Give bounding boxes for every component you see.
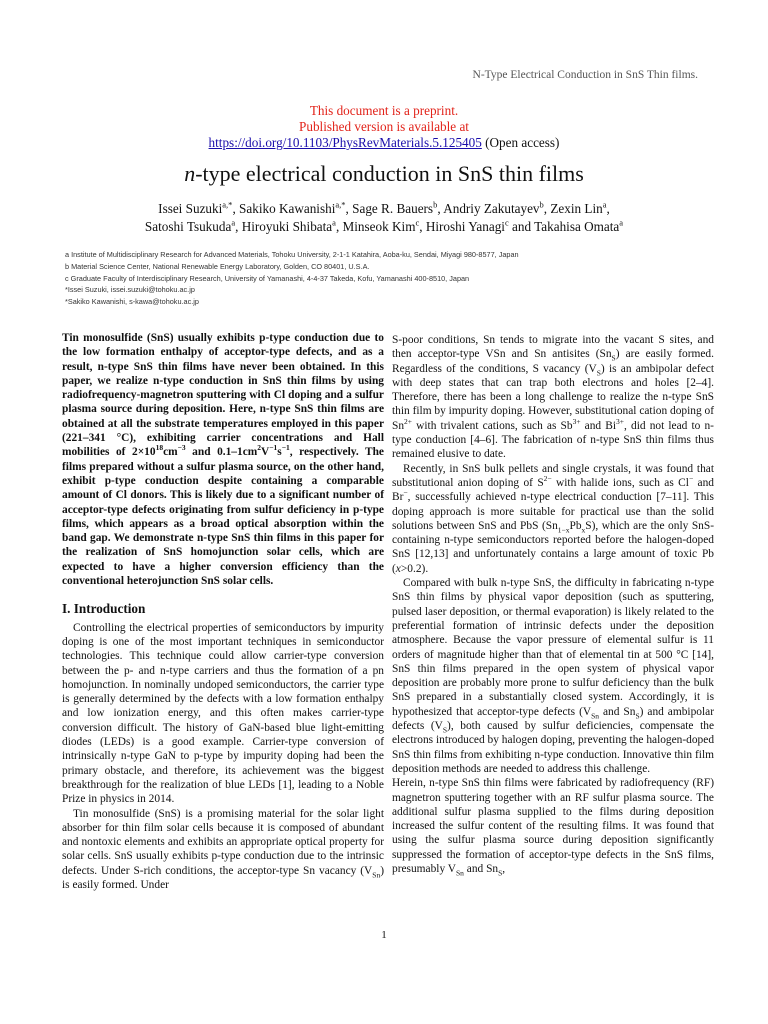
intro-paragraph-1: Controlling the electrical properties of semiconductors by impurity doping is one of the most important techniques in semiconductor technologies. This technique could allow carrier-type conversion between the p- and n-type carriers and thus the formation of a pn homojunction. In nominally undoped semiconductors, the carrier type is generally determined by the defects with a low formation enthalpy and low ionization energy, and this often makes carrier-type conversion difficult. The history of GaN-based blue light-emitting diodes (LEDs) is a good example. Carrier-type conversion of intrinsically n-type GaN to p-type by impurity doping had been the primary obstacle, and therefore, its achievement was the biggest breakthrough for the realization of blue LEDs [1], leading to a Noble Prize in physics in 2014. (62, 621, 384, 806)
affiliations (65, 249, 725, 308)
doi-link[interactable]: https://doi.org/10.1103/PhysRevMaterials.5.125405 (208, 135, 482, 150)
section-heading-introduction: I. Introduction (62, 601, 146, 617)
right-column (392, 333, 714, 876)
affiliation-c: c Graduate Faculty of Interdisciplinary Research, University of Yamanashi, 4-4-37 Takeda, Kofu, Yamanashi 400-8510, Japan (65, 273, 470, 283)
author: Issei Suzuki$^{a,*}$ (158, 199, 233, 216)
affiliation-a: a Institute of Multidisciplinary Research for Advanced Materials, Tohoku University, 2-1-1 Katahira, Aoba-ku, Sendai, Miyagi 980-8577, Japan (65, 250, 519, 259)
title-rest: -type electrical conduction in SnS thin films (195, 161, 584, 186)
author: Hiroyuki Shibata$^a$ (241, 217, 336, 234)
body-paragraph-1: S-poor conditions, Sn tends to migrate into the vacant S sites, and then acceptor-type VSn and Sn antisites $(Sn_S)$ are easily formed. Regardless of the conditions, S vacancy $(V_S)$ is an ambipolar defect with deep states that can trap both electrons and holes [2–4]. Therefore, there has been a long challenge to realize the n-type SnS thin film by impurity doping. However, substitutional cation doping of $Sn^{2+}$ with trivalent cations, such as $Sb^{3+}$ and $Bi^{3+}$, did not lead to n-type conduction [4–6]. The fabrication of n-type SnS thin films thus remained elusive to date. (392, 334, 714, 461)
paper-title (0, 160, 768, 188)
preprint-notice (0, 103, 768, 151)
preprint-line-2: Published version is available at (299, 119, 469, 134)
body-paragraph-4: Herein, n-type SnS thin films were fabricated by radiofrequency (RF) magnetron sputtering together with an RF sulfur plasma source. The additional sulfur plasma supplied to the films during deposition increased the sulfur content of the resulting films. It was found that using the sulfur plasma source during deposition significantly suppressed the formation of acceptor-type defects in the SnS films, presumably $V_{Sn}$ and $Sn_S$, (392, 777, 714, 878)
open-access-label: (Open access) (485, 135, 560, 150)
left-column (62, 331, 384, 892)
corresponding-author-1: *Issei Suzuki, issei.suzuki@tohoku.ac.jp (65, 285, 195, 295)
page-number: 1 (381, 929, 387, 941)
abstract: Tin monosulfide (SnS) usually exhibits p-type conduction due to the low formation enthalpy of acceptor-type defects, and as a result, n-type SnS thin films have never been obtained. In this paper, we realize n-type conduction in SnS thin films by using radiofrequency-magnetron sputtering with Cl doping and a sulfur plasma source during deposition. Here, n-type SnS thin films are obtained at all the substrate temperatures employed in this paper (221–341 °C), exhibiting carrier concentrations and Hall mobilities of $2\times 10^{18}cm^{-3}$ and $0.1-1cm^2V^{-1}s^{-1}$, respectively. The films prepared without a sulfur plasma source, on the other hand, exhibit p-type conduction despite containing a comparable amount of Cl donors. This is likely due to a significant number of acceptor-type defects originating from sulfur deficiency in p-type films, which appears as a broad optical absorption within the band gap. We demonstrate n-type SnS thin films in this paper for the realization of SnS homojunction solar cells, which are expected to have a higher conversion efficiency than the conventional heterojunction SnS solar cells. (62, 332, 384, 588)
body-paragraph-3: Compared with bulk n-type SnS, the difficulty in fabricating n-type SnS thin films by physical vapor deposition (such as sputtering, pulsed laser deposition, or thermal evaporation) is likely related to the preferential formation of intrinsic defects under the deposition atmosphere. Because the vapor pressure of elemental sulfur is 11 orders of magnitude higher than that of elemental tin at 500 °C [14], SnS thin films prepared in the open system of physical vapor deposition are probably more prone to sulfur deficiency than the bulk SnS prepared in a substantially closed system. Accordingly, it is hypothesized that acceptor-type defects ($V_{Sn}$ and $Sn_S$) and ambipolar defects $(V_S)$, both caused by sulfur deficiencies, compensate the electrons introduced by halogen doping, preventing the halogen-doped SnS thin films from exhibiting n-type conduction. Innovative thin film deposition methods are needed to address this challenge. (392, 577, 715, 775)
body-paragraph-2: Recently, in SnS bulk pellets and single crystals, it was found that substitutional anion doping of $S^{2-}$ with halide ions, such as Cl− and Br−, successfully achieved n-type electrical conduction [7–11]. This doping approach is more suitable for practical use than the solid solutions between SnS and PbS $(Sn_{1-x}Pb_xS)$, which are the only SnS-containing n-type semiconductors reported before the halogen-doped SnS [12,13] and unfortunately contains a large amount of toxic Pb (x>0.2). (392, 462, 714, 575)
preprint-line-1: This document is a preprint. (309, 103, 459, 118)
running-head: N-Type Electrical Conduction in SnS Thin films. (472, 69, 698, 81)
author: Sakiko Kawanishi$^{a,*}$ (239, 199, 346, 216)
title-italic-n: n (184, 161, 196, 186)
author: Andriy Zakutayev$^b$ (443, 199, 544, 216)
affiliation-b: b Material Science Center, National Renewable Energy Laboratory, Golden, CO 80401, U.S.A. (65, 261, 370, 271)
author: Sage R. Bauers$^b$ (352, 199, 438, 216)
authors-and: and (512, 219, 532, 234)
intro-paragraph-2: Tin monosulfide (SnS) is a promising material for the solar light absorber for thin film solar cells because it is composed of abundant and nontoxic elements and exhibits an appropriate optical property for solar cells. SnS usually exhibits p-type conduction due to the intrinsic defects. Under S-rich conditions, the acceptor-type Sn vacancy $(V_{Sn})$ is easily formed. Under (62, 807, 384, 891)
author: Zexin Lin$^a$ (550, 199, 607, 216)
author: Satoshi Tsukuda$^a$ (144, 217, 236, 234)
author: Minseok Kim$^c$ (342, 217, 420, 234)
author-list: Issei Suzuki$^{a,*}$, Sakiko Kawanishi$^{a,*}$, Sage R. Bauers$^b$, Andriy Zakutayev$^b$, Zexin Lin$^a$, Satoshi Tsukuda$^a$, Hiroyuki Shibata$^a$, Minseok Kim$^c$, Hiroshi Yanagi$^c$ and Takahisa Omata$^a$ (144, 199, 624, 234)
doi-line (0, 135, 768, 151)
author: Takahisa Omata$^a$ (534, 217, 624, 234)
corresponding-author-2: *Sakiko Kawanishi, s-kawa@tohoku.ac.jp (65, 297, 199, 307)
author: Hiroshi Yanagi$^c$ (425, 217, 509, 234)
